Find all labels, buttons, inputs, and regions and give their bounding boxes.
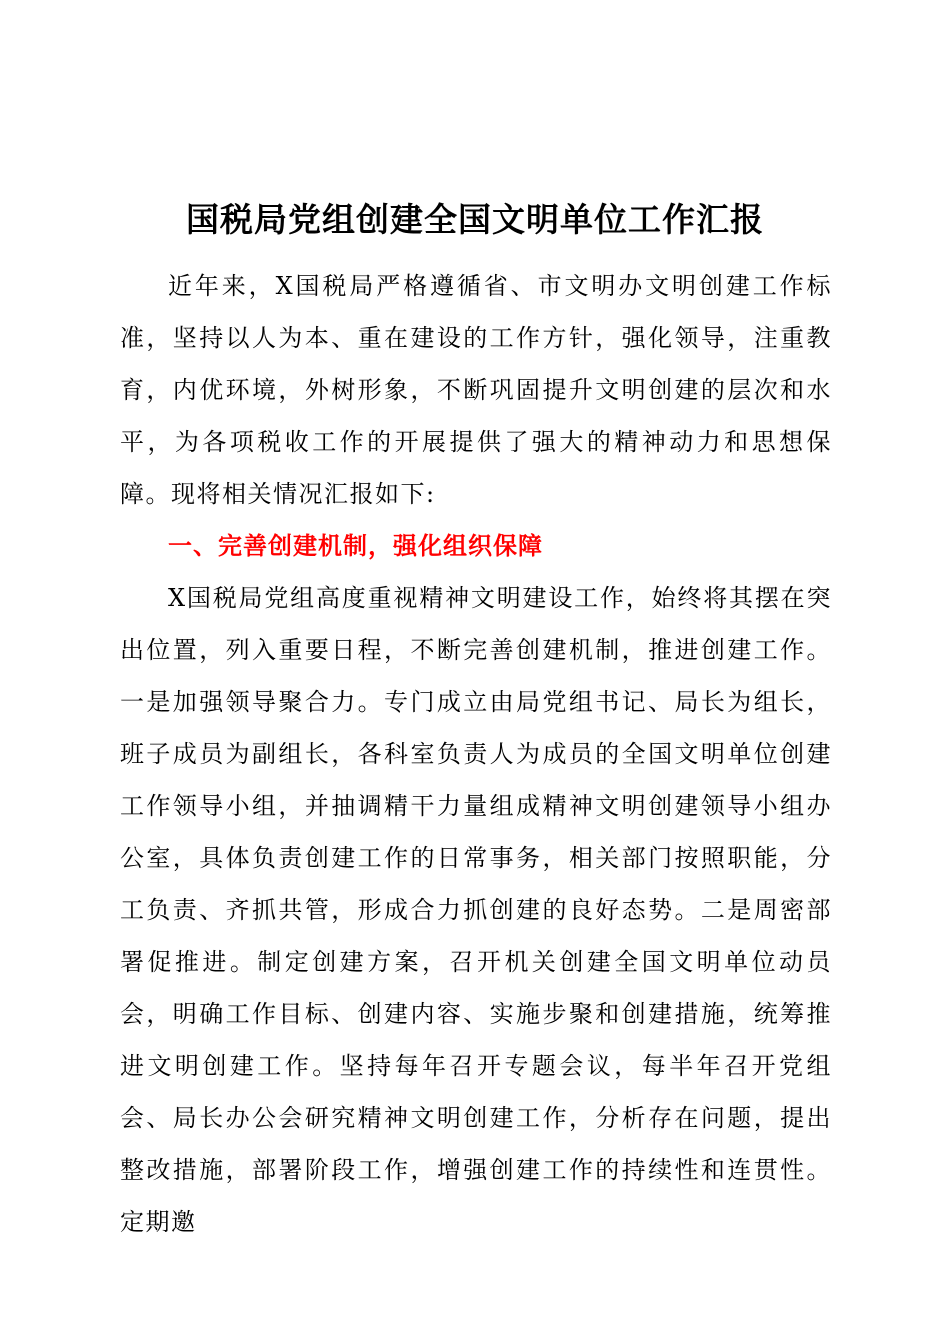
document-title: 国税局党组创建全国文明单位工作汇报 xyxy=(186,200,764,240)
intro-paragraph: 近年来，X国税局严格遵循省、市文明办文明创建工作标准，坚持以人为本、重在建设的工作方针，强化领导，注重教育，内优环境，外树形象，不断巩固提升文明创建的层次和水平，为各项税收工作的开展提供了强大的精神动力和思想保障。现将相关情况汇报如下: xyxy=(120,272,832,508)
section-heading: 一、完善创建机制，强化组织保障 xyxy=(168,532,543,560)
section-paragraph: X国税局党组高度重视精神文明建设工作，始终将其摆在突出位置，列入重要日程，不断完善创建机制，推进创建工作。一是加强领导聚合力。专门成立由局党组书记、局长为组长，班子成员为副组长，各科室负责人为成员的全国文明单位创建工作领导小组，并抽调精干力量组成精神文明创建领导小组办公室，具体负责创建工作的日常事务，相关部门按照职能，分工负责、齐抓共管，形成合力抓创建的良好态势。二是周密部署促推进。制定创建方案，召开机关创建全国文明单位动员会，明确工作目标、创建内容、实施步聚和创建措施，统筹推进文明创建工作。坚持每年召开专题会议，每半年召开党组会、局长办公会研究精神文明创建工作，分析存在问题，提出整改措施，部署阶段工作，增强创建工作的持续性和连贯性。定期邀 xyxy=(120,584,832,1236)
